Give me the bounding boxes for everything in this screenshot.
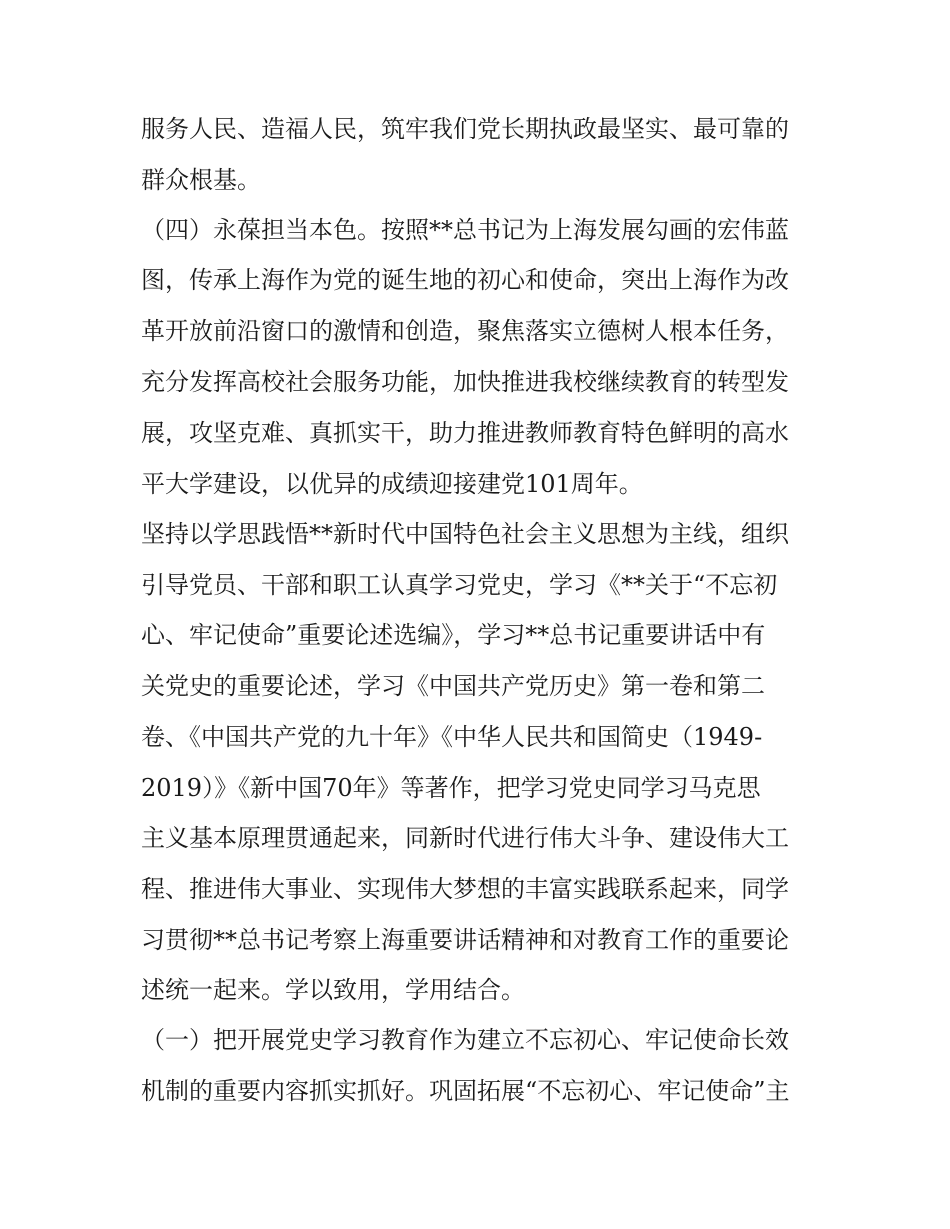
text-line: 2019）》《新中国70年》等著作，把学习党史同学习马克思 — [141, 774, 761, 802]
text-line: 展，攻坚克难、真抓实干，助力推进教师教育特色鲜明的高水 — [141, 419, 789, 447]
text-line: （四）永葆担当本色。按照**总书记为上海发展勾画的宏伟蓝 — [141, 216, 789, 244]
text-line: 机制的重要内容抓实抓好。巩固拓展“不忘初心、牢记使命”主 — [141, 1077, 790, 1105]
text-line: 述统一起来。学以致用，学用结合。 — [141, 976, 525, 1004]
text-line: 平大学建设，以优异的成绩迎接建党101周年。 — [141, 470, 643, 498]
text-line: 主义基本原理贯通起来，同新时代进行伟大斗争、建设伟大工 — [141, 824, 789, 852]
text-line: 革开放前沿窗口的激情和创造，聚焦落实立德树人根本任务， — [141, 317, 789, 345]
text-line: 群众根基。 — [141, 166, 261, 194]
text-line: （一）把开展党史学习教育作为建立不忘初心、牢记使命长效 — [141, 1026, 789, 1054]
text-line: 坚持以学思践悟**新时代中国特色社会主义思想为主线，组织 — [141, 520, 789, 548]
text-line: 心、牢记使命”重要论述选编》，学习**总书记重要讲话中有 — [141, 621, 766, 649]
text-line: 引导党员、干部和职工认真学习党史，学习《**关于“不忘初 — [141, 571, 778, 599]
text-line: 程、推进伟大事业、实现伟大梦想的丰富实践联系起来，同学 — [141, 875, 789, 903]
text-line: 习贯彻**总书记考察上海重要讲话精神和对教育工作的重要论 — [141, 926, 789, 954]
text-line: 图，传承上海作为党的诞生地的初心和使命，突出上海作为改 — [141, 266, 789, 294]
text-line: 充分发挥高校社会服务功能，加快推进我校继续教育的转型发 — [141, 368, 789, 396]
text-line: 关党史的重要论述，学习《中国共产党历史》第一卷和第二 — [141, 672, 765, 700]
text-line: 卷、《中国共产党的九十年》《中华人民共和国简史（1949- — [141, 723, 763, 751]
text-line: 服务人民、造福人民，筑牢我们党长期执政最坚实、最可靠的 — [141, 115, 789, 143]
